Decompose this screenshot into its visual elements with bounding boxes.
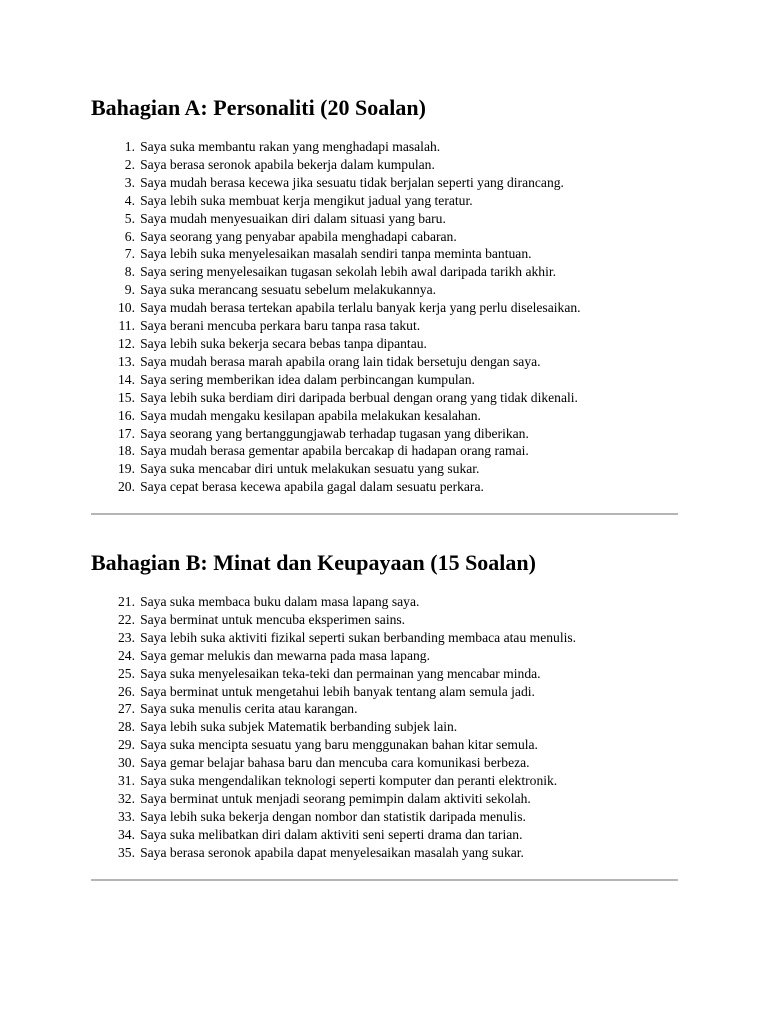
question-number: 15. — [118, 389, 135, 405]
section-a — [91, 95, 678, 496]
question-number: 26. — [118, 683, 135, 699]
question-number: 23. — [118, 629, 135, 645]
question-text: Saya suka mengendalikan teknologi seperti komputer dan peranti elektronik. — [140, 773, 558, 789]
question-item — [91, 808, 678, 826]
question-item — [91, 317, 678, 335]
question-number: 2. — [124, 156, 135, 172]
question-text: Saya lebih suka aktiviti fizikal seperti sukan berbanding membaca atau menulis. — [140, 629, 577, 645]
question-text: Saya suka merancang sesuatu sebelum melakukannya. — [140, 282, 437, 298]
section-a-heading: Bahagian A: Personaliti (20 Soalan) — [91, 95, 426, 120]
question-text: Saya berminat untuk mengetahui lebih banyak tentang alam semula jadi. — [140, 683, 535, 699]
question-number: 12. — [118, 335, 135, 351]
question-item — [91, 192, 678, 210]
question-number: 13. — [118, 353, 135, 369]
question-item — [91, 826, 678, 844]
question-number: 33. — [118, 808, 135, 824]
question-item — [91, 210, 678, 228]
question-number: 14. — [118, 371, 135, 387]
question-text: Saya suka menulis cerita atau karangan. — [140, 701, 358, 717]
question-number: 32. — [118, 790, 135, 806]
question-number: 11. — [118, 318, 135, 334]
question-number: 20. — [118, 479, 135, 495]
question-text: Saya seorang yang bertanggungjawab terhadap tugasan yang diberikan. — [140, 425, 529, 441]
question-number: 25. — [118, 665, 135, 681]
question-text: Saya gemar belajar bahasa baru dan mencuba cara komunikasi berbeza. — [140, 755, 530, 771]
question-item — [91, 174, 678, 192]
question-item — [91, 844, 678, 862]
question-item — [91, 407, 678, 425]
question-item — [91, 156, 678, 174]
question-item — [91, 138, 678, 156]
question-number: 31. — [118, 773, 135, 789]
question-item — [91, 647, 678, 665]
question-number: 8. — [124, 264, 135, 280]
section-b — [91, 550, 678, 862]
question-number: 16. — [118, 407, 135, 423]
question-item — [91, 245, 678, 263]
question-item — [91, 353, 678, 371]
question-number: 6. — [124, 228, 135, 244]
question-text: Saya suka mencipta sesuatu yang baru menggunakan bahan kitar semula. — [140, 737, 538, 753]
question-item — [91, 281, 678, 299]
question-text: Saya suka mencabar diri untuk melakukan sesuatu yang sukar. — [140, 461, 480, 477]
question-item — [91, 425, 678, 443]
question-text: Saya mudah berasa marah apabila orang lain tidak bersetuju dengan saya. — [140, 353, 541, 369]
question-item — [91, 299, 678, 317]
question-number: 35. — [118, 844, 135, 860]
question-item — [91, 442, 678, 460]
question-number: 1. — [124, 139, 135, 154]
section-a-divider — [91, 513, 678, 515]
question-number: 28. — [118, 719, 135, 735]
question-text: Saya seorang yang penyabar apabila menghadapi cabaran. — [140, 228, 457, 244]
question-item — [91, 683, 678, 701]
question-number: 19. — [118, 461, 135, 477]
question-number: 21. — [118, 594, 135, 609]
question-number: 7. — [124, 246, 135, 262]
question-item — [91, 629, 678, 647]
question-item — [91, 371, 678, 389]
section-b-divider — [91, 879, 678, 881]
section-b-heading: Bahagian B: Minat dan Keupayaan (15 Soalan) — [91, 550, 536, 575]
question-text: Saya mudah berasa gementar apabila bercakap di hadapan orang ramai. — [140, 443, 529, 459]
question-item — [91, 478, 678, 496]
question-text: Saya sering memberikan idea dalam perbincangan kumpulan. — [140, 371, 475, 387]
question-number: 22. — [118, 611, 135, 627]
question-item — [91, 700, 678, 718]
question-text: Saya lebih suka bekerja dengan nombor dan statistik daripada menulis. — [140, 808, 526, 824]
question-number: 5. — [124, 210, 135, 226]
question-text: Saya berminat untuk mencuba eksperimen sains. — [140, 611, 406, 627]
question-number: 34. — [118, 826, 135, 842]
question-text: Saya mudah berasa tertekan apabila terlalu banyak kerja yang perlu diselesaikan. — [140, 300, 581, 316]
question-number: 4. — [124, 192, 135, 208]
question-text: Saya berminat untuk menjadi seorang pemimpin dalam aktiviti sekolah. — [140, 790, 531, 806]
question-text: Saya berasa seronok apabila dapat menyelesaikan masalah yang sukar. — [140, 844, 524, 860]
question-text: Saya mudah berasa kecewa jika sesuatu tidak berjalan seperti yang dirancang. — [140, 174, 564, 190]
question-text: Saya gemar melukis dan mewarna pada masa lapang. — [140, 647, 430, 663]
question-text: Saya lebih suka berdiam diri daripada berbual dengan orang yang tidak dikenali. — [140, 389, 578, 405]
question-text: Saya lebih suka menyelesaikan masalah sendiri tanpa meminta bantuan. — [140, 246, 532, 262]
question-text: Saya lebih suka bekerja secara bebas tanpa dipantau. — [140, 335, 427, 351]
question-item — [91, 754, 678, 772]
question-number: 30. — [118, 755, 135, 771]
question-text: Saya lebih suka subjek Matematik berbanding subjek lain. — [140, 719, 458, 735]
question-text: Saya berasa seronok apabila bekerja dalam kumpulan. — [140, 156, 435, 172]
question-text: Saya berani mencuba perkara baru tanpa rasa takut. — [140, 318, 421, 334]
question-text: Saya cepat berasa kecewa apabila gagal dalam sesuatu perkara. — [140, 479, 484, 495]
question-item — [91, 593, 678, 611]
question-text: Saya sering menyelesaikan tugasan sekolah lebih awal daripada tarikh akhir. — [140, 264, 557, 280]
question-text: Saya mudah menyesuaikan diri dalam situasi yang baru. — [140, 210, 446, 226]
section-a-question-list — [91, 138, 678, 496]
question-item — [91, 228, 678, 246]
question-text: Saya suka melibatkan diri dalam aktiviti seni seperti drama dan tarian. — [140, 826, 523, 842]
question-item — [91, 790, 678, 808]
question-item — [91, 611, 678, 629]
question-item — [91, 772, 678, 790]
question-text: Saya suka membantu rakan yang menghadapi masalah. — [140, 139, 441, 154]
question-number: 29. — [118, 737, 135, 753]
question-text: Saya mudah mengaku kesilapan apabila melakukan kesalahan. — [140, 407, 481, 423]
section-b-question-list — [91, 593, 678, 862]
question-number: 10. — [118, 300, 135, 316]
question-number: 9. — [124, 282, 135, 298]
question-number: 3. — [124, 174, 135, 190]
question-number: 17. — [118, 425, 135, 441]
question-item — [91, 718, 678, 736]
question-number: 27. — [118, 701, 135, 717]
question-item — [91, 665, 678, 683]
question-item — [91, 389, 678, 407]
question-text: Saya lebih suka membuat kerja mengikut jadual yang teratur. — [140, 192, 473, 208]
question-number: 18. — [118, 443, 135, 459]
question-item — [91, 263, 678, 281]
question-item — [91, 460, 678, 478]
question-text: Saya suka membaca buku dalam masa lapang saya. — [140, 594, 420, 609]
question-item — [91, 335, 678, 353]
question-number: 24. — [118, 647, 135, 663]
question-item — [91, 736, 678, 754]
question-text: Saya suka menyelesaikan teka-teki dan permainan yang mencabar minda. — [140, 665, 541, 681]
